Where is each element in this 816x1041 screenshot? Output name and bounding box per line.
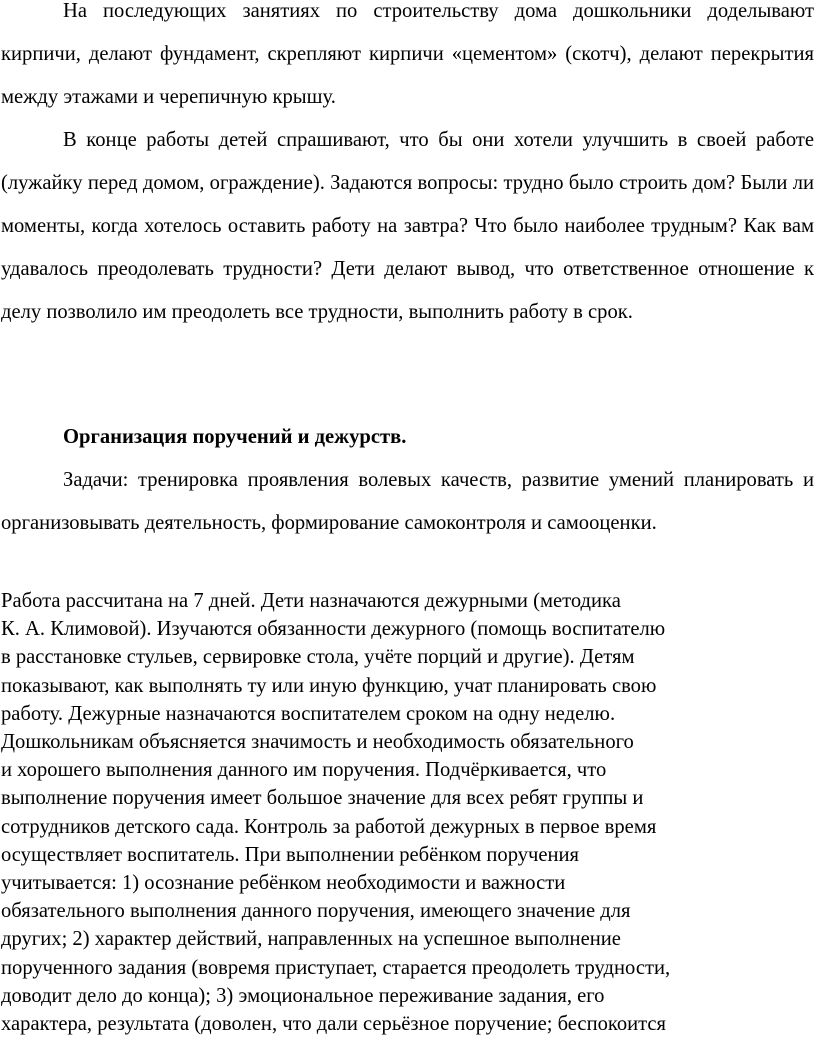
text-line: Работа рассчитана на 7 дней. Дети назначаются дежурными (методика (1, 590, 621, 612)
text-line: учитывается: 1) осознание ребёнком необходимости и важности (1, 872, 566, 895)
text-line: других; 2) характер действий, направленных на успешное выполнение (1, 928, 621, 951)
text-line: характера, результата (доволен, что дали серьёзное поручение; беспокоится (1, 1013, 667, 1036)
text-line: Дошкольникам объясняется значимость и необходимость обязательного (1, 731, 634, 754)
text-line: порученного задания (вовремя приступает, старается преодолеть трудности, (1, 956, 671, 979)
paragraph-construction: На последующих занятиях по строительству дома дошкольники доделывают кирпичи, делают фундамент, скрепляют кирпичи «цементом» (скотч), делают перекрытия между этажами и черепичную крышу. (1, 0, 814, 108)
text-line: и хорошего выполнения данного им поручения. Подчёркивается, что (1, 759, 607, 782)
text-line: показывают, как выполнять ту или иную функцию, учат планировать свою (1, 674, 657, 697)
text-line: К. А. Климовой). Изучаются обязанности дежурного (помощь воспитателю (1, 618, 666, 641)
text-line: выполнение поручения имеет большое значение для всех ребят группы и (1, 787, 644, 810)
text-line: доводит дело до конца); 3) эмоциональное переживание задания, его (1, 984, 605, 1007)
paragraph-reflection: В конце работы детей спрашивают, что бы они хотели улучшить в своей работе (лужайку перед домом, ограждение). Задаются вопросы: трудно было строить дом? Были ли моменты, когда хотелось оставить работу на завтра? Что было наиболее трудным? Как вам удавалось преодолевать трудности? Дети делают вывод, что ответственное отношение к делу позволило им преодолеть все трудности, выполнить работу в срок. (1, 129, 814, 323)
paragraph-duty-description (1, 587, 801, 1038)
text-line: обязательного выполнения данного поручения, имеющего значение для (1, 900, 631, 923)
text-line: осуществляет воспитатель. При выполнении ребёнком поручения (1, 843, 580, 866)
text-line: сотрудников детского сада. Контроль за работой дежурных в первое время (1, 815, 657, 838)
section-heading: Организация поручений и дежурств. (63, 426, 407, 448)
text-line: работу. Дежурные назначаются воспитателем сроком на одну неделю. (1, 702, 616, 725)
text-line: в расстановке стульев, сервировке стола, учёте порций и другие). Детям (1, 646, 635, 669)
paragraph-tasks: Задачи: тренировка проявления волевых качеств, развитие умений планировать и организовывать деятельность, формирование самоконтроля и самооценки. (1, 469, 814, 534)
